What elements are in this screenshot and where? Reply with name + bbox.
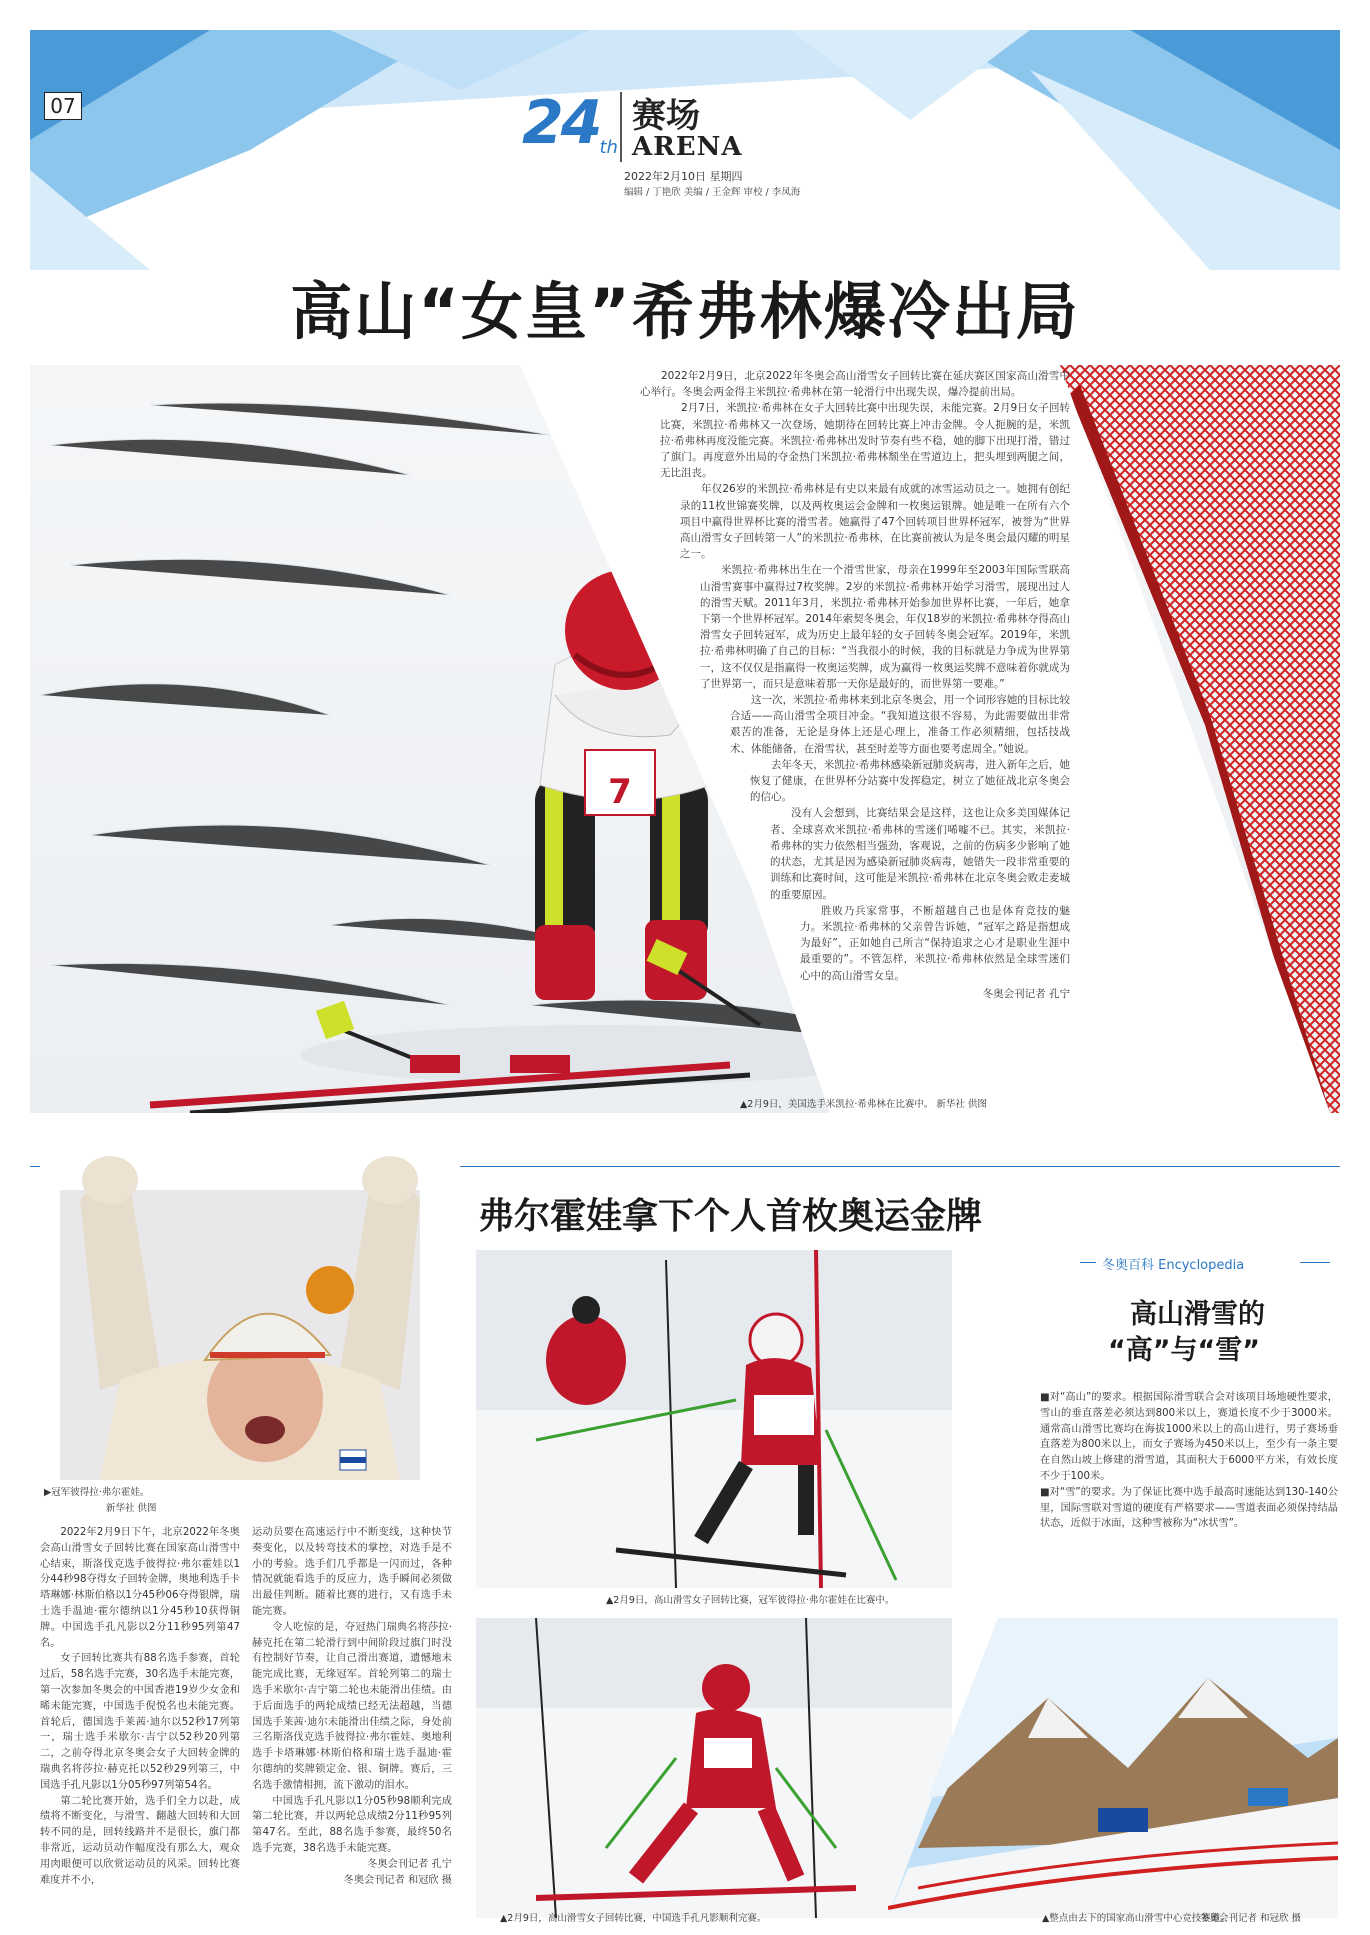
live-column-1 — [40, 1525, 240, 1888]
main-paragraph-3: 年仅26岁的米凯拉·希弗林是有史以来最有成就的冰雪运动员之一。她拥有创纪录的11枚世锦赛奖牌，以及两枚奥运会金牌和一枚奥运银牌。她是唯一在所有六个项目中赢得世界杯比赛的滑雪者。她赢得了47个回转项目世界杯冠军，被誉为“世界高山滑雪女子回转第一人”的米凯拉·希弗林，在比赛前被认为是冬奥会最闪耀的明星之一。 — [680, 483, 1070, 561]
main-paragraph-2: 2月7日，米凯拉·希弗林在女子大回转比赛中出现失误，未能完赛。2月9日女子回转比赛，米凯拉·希弗林又一次登场，她期待在回转比赛上冲击金牌。令人扼腕的是，米凯拉·希弗林再度没能完赛。米凯拉·希弗林出发时节奏有些不稳，她的脚下出现打滑，错过了旗门。再度意外出局的夺金热门米凯拉·希弗林颓坐在雪道边上，把头埋到两腿之间，无比沮丧。 — [660, 402, 1070, 480]
live-col1-paragraph-1: 2022年2月9日下午，北京2022年冬奥会高山滑雪女子回转比赛在国家高山滑雪中心结束，斯洛伐克选手彼得拉·弗尔霍娃以1分44秒98夺得女子回转金牌，奥地利选手卡塔琳娜·林斯伯格以1分45秒06夺得银牌，瑞士选手温迪·霍尔德纳以1分45秒10获得铜牌。中国选手孔凡影以2分11秒95列第47名。 — [40, 1527, 240, 1649]
encyclopedia-rule-right — [1300, 1262, 1330, 1263]
live-photo-1-caption: ▲2月9日，高山滑雪女子回转比赛，冠军彼得拉·弗尔霍娃在比赛中。 — [606, 1595, 895, 1606]
portrait-caption: ▶冠军彼得拉·弗尔霍娃。 — [44, 1487, 150, 1498]
main-story-text — [640, 368, 1070, 1002]
live-photo-2 — [476, 1618, 952, 1918]
main-paragraph-8: 胜败乃兵家常事，不断超越自己也是体育竞技的魅力。米凯拉·希弗林的父亲曾告诉她，“冠军之路是指想成为最好”，正如她自己所言“保持追求之心才是职业生涯中最重要的”。不管怎样，米凯拉·希弗林依然是全球雪迷们心中的高山滑雪女皇。 — [800, 904, 1070, 982]
live-col2-paragraph-3: 中国选手孔凡影以1分05秒98顺利完成第二轮比赛，并以两轮总成绩2分11秒95列第47名。至此，88名选手参赛，最终50名选手完赛，38名选手未能完赛。 — [252, 1795, 452, 1854]
editors-credit: 编辑 / 丁艳欣 美编 / 王金辉 审校 / 李凤海 — [624, 187, 801, 198]
main-paragraph-4: 米凯拉·希弗林出生在一个滑雪世家，母亲在1999年至2003年国际雪联高山滑雪赛事中赢得过7枚奖牌。2岁的米凯拉·希弗林开始学习滑雪，展现出过人的滑雪天赋。2011年3月，米凯拉·希弗林开始参加世界杯比赛，一年后，她拿下第一个世界杯冠军。2014年索契冬奥会，年仅18岁的米凯拉·希弗林夺得高山滑雪女子回转冠军，成为历史上最年轻的女子回转冬奥会冠军。2019年，米凯拉·希弗林明确了自己的目标：“当我很小的时候，我的目标就是力争成为世界第一，这不仅仅是指赢得一枚奥运奖牌，成为赢得一枚奥运奖牌不意味着你就成为了世界第一，而只是意味着那一天你是最好的，而世界第一要难。” — [700, 564, 1070, 690]
live-col2-paragraph-1: 运动员要在高速运行中不断变线，这种快节奏变化，以及转弯技术的掌控，对选手是不小的考验。选手们几乎都是一闪而过，各种情况就能看选手的反应力，选手瞬间必须做出最佳判断。随着比赛的进行，又有选手未能完赛。 — [252, 1527, 452, 1617]
encyclopedia-label: 冬奥百科 Encyclopedia — [1102, 1258, 1245, 1273]
section-suffix: th — [599, 137, 618, 158]
encyclopedia-rule-left — [1080, 1262, 1096, 1263]
vlhova-portrait — [40, 1130, 460, 1480]
main-paragraph-7: 没有人会想到，比赛结果会是这样，这也让众多美国媒体记者、全球喜欢米凯拉·希弗林的雪迷们唏嘘不已。其实，米凯拉·希弗林的实力依然相当强劲，客观说，之前的伤病多少影响了她的状态，尤其是因为感染新冠肺炎病毒，她错失一段非常重要的训练和比赛时间，这可能是米凯拉·希弗林在北京冬奥会败走麦城的重要原因。 — [770, 807, 1070, 901]
section-logo — [522, 88, 622, 158]
svg-text:7: 7 — [608, 772, 632, 812]
encyclopedia-photo-caption: ▲整点由去下的国家高山滑雪中心竞技赛道。 — [1042, 1913, 1230, 1924]
live-col1-paragraph-3: 第二轮比赛开始，选手们全力以赴，成绩将不断变化，与滑雪、翻越大回转和大回转不同的是，回转线路并不是很长，旗门都非常近，运动员动作幅度没有那么大，观众用肉眼便可以欣赏运动员的风采。回转比赛难度并不小， — [40, 1795, 240, 1886]
live-column-2 — [252, 1525, 452, 1888]
encyclopedia-text — [1040, 1390, 1338, 1532]
issue-date: 2022年2月10日 星期四 — [624, 170, 743, 183]
live-col1-paragraph-2: 女子回转比赛共有88名选手参赛，首轮过后，58名选手完赛，30名选手未能完赛，第一次参加冬奥会的中国香港19岁少女金和晞未能完赛，中国选手倪悦名也未能完赛。首轮后，德国选手莱茜·迪尔以52秒17列第一，瑞士选手米歇尔·吉宁以52秒20列第二，之前夺得北京冬奥会女子大回转金牌的瑞典名将莎拉·赫克托以52秒29列第三，中国选手孔凡影以1分05秒97列第54名。 — [40, 1653, 240, 1791]
live-headline: 弗尔霍娃拿下个人首枚奥运金牌 — [478, 1196, 983, 1237]
live-byline-2: 冬奥会刊记者 和冠欣 摄 — [343, 1874, 452, 1886]
section-title-cn: 赛场 — [632, 96, 700, 136]
main-headline: 高山“女皇”希弗林爆冷出局 — [290, 275, 1080, 348]
section-title-en: ARENA — [632, 132, 743, 162]
live-col2-paragraph-2: 令人吃惊的是，夺冠热门瑞典名将莎拉·赫克托在第二轮滑行到中间阶段过旗门时没有控制好节奏，让自己滑出赛道，遗憾地未能完成比赛，无缘冠军。首轮列第二的瑞士选手米歇尔·吉宁第二轮也未能滑出佳绩。由于后面选手的两轮成绩已经无法超越，当德国选手莱茜·迪尔未能滑出佳绩之际，身处前三名斯洛伐克选手彼得拉·弗尔霍娃、奥地利选手卡塔琳娜·林斯伯格和瑞士选手温迪·霍尔德纳的奖牌锁定金、银、铜牌。赛后，三名选手激情相拥，流下激动的泪水。 — [252, 1621, 452, 1791]
encyclopedia-title-1: 高山滑雪的 — [1130, 1299, 1265, 1330]
main-paragraph-1: 2022年2月9日，北京2022年冬奥会高山滑雪女子回转比赛在延庆赛区国家高山滑雪中心举行。冬奥会两金得主米凯拉·希弗林在第一轮滑行中出现失误，爆冷提前出局。 — [640, 370, 1070, 399]
encyclopedia-title-2: “高”与“雪” — [1108, 1335, 1260, 1366]
main-paragraph-6: 去年冬天，米凯拉·希弗林感染新冠肺炎病毒，进入新年之后，她恢复了健康，在世界杯分站赛中发挥稳定，树立了她征战北京冬奥会的信心。 — [750, 758, 1070, 804]
live-photo-1 — [476, 1250, 952, 1588]
encyclopedia-photo — [888, 1618, 1338, 1918]
live-byline: 冬奥会刊记者 孔宁 — [367, 1858, 452, 1870]
main-paragraph-5: 这一次，米凯拉·希弗林来到北京冬奥会，用一个词形容她的目标比较合适——高山滑雪全项目冲金。“我知道这很不容易，为此需要做出非常艰苦的准备，无论是身体上还是心理上，准备工作必须精细，包括技战术、体能储备，在滑雪状，甚至时差等方面也要考虑周全。”她说。 — [730, 694, 1070, 755]
encyclopedia-paragraph-2: ■对“雪”的要求。为了保证比赛中选手最高时速能达到130-140公里，国际雪联对雪道的硬度有严格要求——雪道表面必须保持结晶状态，近似于冰面，这种雪被称为“冰状雪”。 — [1040, 1486, 1338, 1530]
encyclopedia-paragraph-1: ■对“高山”的要求。根据国际滑雪联合会对该项目场地硬性要求，雪山的垂直落差必须达到800米以上，赛道长度不少于3000米。通常高山滑雪比赛均在海拔1000米以上的高山进行，男子赛场垂直落差为800米以上，而女子赛场为450米以上，至少有一条主要在自然山坡上修建的滑雪道，其面积大于6000平方米，有效长度不少于100米。 — [1040, 1392, 1338, 1482]
section-divider — [620, 92, 622, 162]
encyclopedia-byline: 冬奥会刊记者 和冠欣 摄 — [1200, 1913, 1302, 1924]
portrait-credit: 新华社 供图 — [106, 1503, 157, 1514]
section-number: 24 — [522, 88, 600, 158]
page-number: 07 — [44, 92, 82, 120]
main-photo-caption: ▲2月9日，美国选手米凯拉·希弗林在比赛中。 新华社 供图 — [740, 1099, 987, 1110]
live-photo-2-caption: ▲2月9日，高山滑雪女子回转比赛，中国选手孔凡影顺利完赛。 — [500, 1913, 767, 1924]
main-byline: 冬奥会刊记者 孔宁 — [982, 987, 1070, 1000]
